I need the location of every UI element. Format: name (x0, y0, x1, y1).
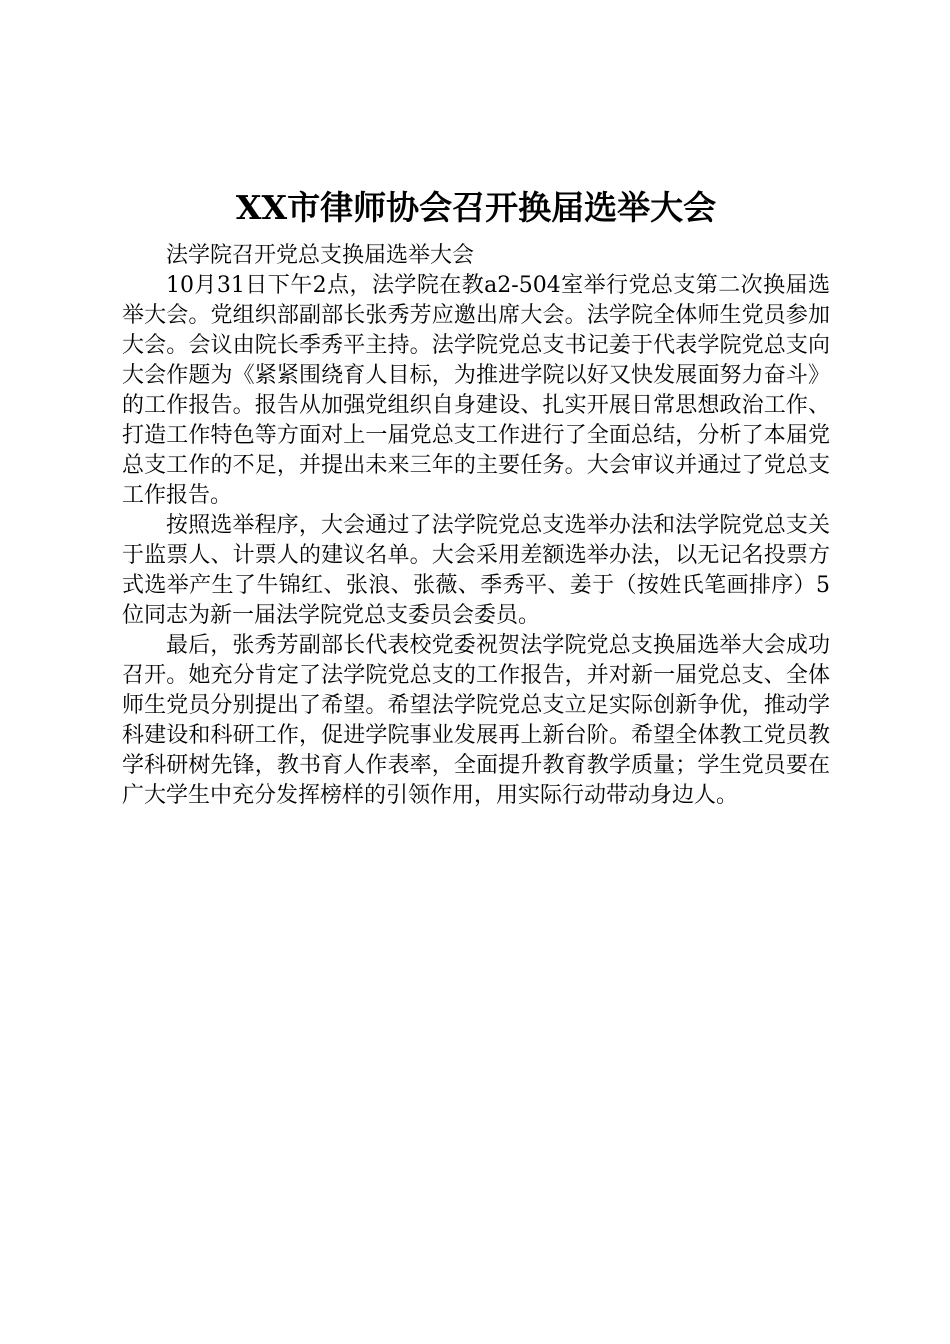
paragraph-closing: 最后，张秀芳副部长代表校党委祝贺法学院党总支换届选举大会成功召开。她充分肯定了法学院党总支的工作报告，并对新一届党总支、全体师生党员分别提出了希望。希望法学院党总支立足实际创新争优，推动学科建设和科研工作，促进学院事业发展再上新台阶。希望全体教工党员教学科研树先锋，教书育人作表率，全面提升教育教学质量；学生党员要在广大学生中充分发挥榜样的引领作用，用实际行动带动身边人。 (122, 633, 830, 808)
document-body (122, 183, 830, 811)
document-title: XX市律师协会召开换届选举大会 (235, 188, 717, 227)
paragraph-election: 按照选举程序，大会通过了法学院党总支选举办法和法学院党总支关于监票人、计票人的建议名单。大会采用差额选举办法，以无记名投票方式选举产生了牛锦红、张浪、张薇、季秀平、姜于（按姓氏笔画排序）5位同志为新一届法学院党总支委员会委员。 (122, 513, 830, 628)
paragraph-subtitle: 法学院召开党总支换届选举大会 (166, 243, 475, 268)
paragraph-meeting-report: 10月31日下午2点，法学院在教a2-504室举行党总支第二次换届选举大会。党组织部副部长张秀芳应邀出席大会。法学院全体师生党员参加大会。会议由院长季秀平主持。法学院党总支书记姜于代表学院党总支向大会作题为《紧紧围绕育人目标，为推进学院以好又快发展面努力奋斗》的工作报告。报告从加强党组织自身建设、扎实开展日常思想政治工作、打造工作特色等方面对上一届党总支工作进行了全面总结，分析了本届党总支工作的不足，并提出未来三年的主要任务。大会审议并通过了党总支工作报告。 (122, 273, 830, 508)
